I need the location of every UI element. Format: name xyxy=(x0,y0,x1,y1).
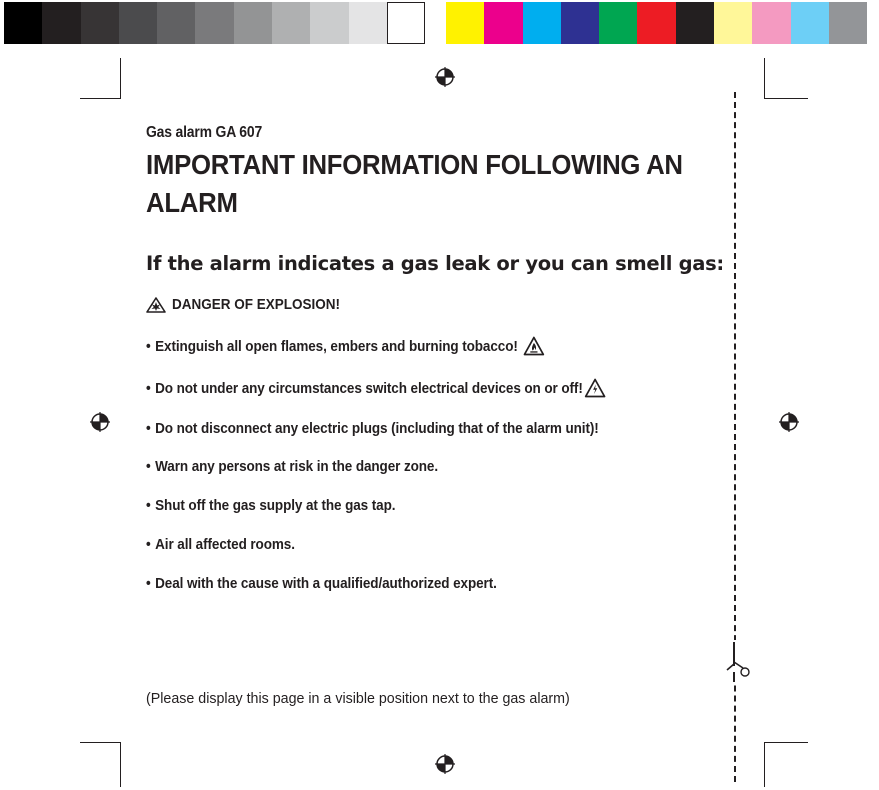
page-title: IMPORTANT INFORMATION FOLLOWING AN ALARM xyxy=(146,149,683,218)
list-item xyxy=(146,420,599,437)
bullet-text: Extinguish all open flames, embers and burning tobacco! xyxy=(155,337,518,355)
color-swatch xyxy=(561,2,599,44)
color-swatch xyxy=(676,2,714,44)
registration-mark-icon xyxy=(435,67,455,87)
bullet-text: Air all affected rooms. xyxy=(155,536,295,553)
bullet-symbol: • xyxy=(146,536,151,553)
crop-mark xyxy=(120,742,121,787)
grayscale-swatch-bar xyxy=(4,2,425,44)
footer-note: (Please display this page in a visible position next to the gas alarm) xyxy=(146,690,570,707)
bullet-symbol: • xyxy=(146,497,151,514)
gray-swatch xyxy=(272,2,310,44)
color-swatch xyxy=(599,2,637,44)
bullet-symbol: • xyxy=(146,575,151,592)
color-swatch xyxy=(714,2,752,44)
gray-swatch xyxy=(234,2,272,44)
list-item xyxy=(146,575,497,592)
crop-mark xyxy=(764,742,765,787)
list-item xyxy=(146,336,545,356)
gray-swatch xyxy=(4,2,42,44)
bullet-symbol: • xyxy=(146,420,151,437)
color-swatch xyxy=(752,2,790,44)
registration-mark-icon xyxy=(435,754,455,774)
gray-swatch xyxy=(81,2,119,44)
gray-swatch xyxy=(195,2,233,44)
bullet-symbol: • xyxy=(146,337,151,355)
bullet-text: Do not disconnect any electric plugs (including that of the alarm unit)! xyxy=(155,420,599,437)
product-name: Gas alarm GA 607 xyxy=(146,124,263,141)
fire-warning-icon xyxy=(523,336,545,356)
color-swatch xyxy=(523,2,561,44)
explosion-warning-icon xyxy=(146,297,166,313)
color-swatch xyxy=(637,2,675,44)
color-swatch xyxy=(446,2,484,44)
gray-swatch xyxy=(310,2,348,44)
document-header xyxy=(146,124,716,142)
danger-warning xyxy=(146,296,359,313)
gray-swatch xyxy=(387,2,425,44)
crop-mark xyxy=(80,742,121,743)
gray-swatch xyxy=(349,2,387,44)
list-item xyxy=(146,378,606,398)
color-swatch xyxy=(829,2,867,44)
crop-mark xyxy=(764,58,765,98)
bullet-text: Shut off the gas supply at the gas tap. xyxy=(155,497,396,514)
electric-warning-icon xyxy=(585,378,607,398)
bullet-text: Deal with the cause with a qualified/authorized expert. xyxy=(155,575,497,592)
gray-swatch xyxy=(157,2,195,44)
bullet-text: Do not under any circumstances switch electrical devices on or off! xyxy=(155,379,583,397)
color-swatch xyxy=(791,2,829,44)
list-item xyxy=(146,497,395,514)
crop-mark xyxy=(80,98,121,99)
registration-mark-icon xyxy=(90,412,110,432)
bullet-symbol: • xyxy=(146,458,151,475)
section-heading: If the alarm indicates a gas leak or you can smell gas: xyxy=(146,252,724,275)
crop-mark xyxy=(764,742,808,743)
gray-swatch xyxy=(42,2,80,44)
list-item xyxy=(146,458,438,475)
color-swatch-bar xyxy=(446,2,867,44)
bullet-text: Warn any persons at risk in the danger zone. xyxy=(155,458,439,475)
registration-mark-icon xyxy=(779,412,799,432)
gray-swatch xyxy=(119,2,157,44)
crop-mark xyxy=(764,98,808,99)
crop-mark xyxy=(120,58,121,98)
list-item xyxy=(146,536,295,553)
scissors-icon xyxy=(723,640,753,684)
danger-label: DANGER OF EXPLOSION! xyxy=(172,296,341,313)
color-swatch xyxy=(484,2,522,44)
bullet-symbol: • xyxy=(146,379,151,397)
